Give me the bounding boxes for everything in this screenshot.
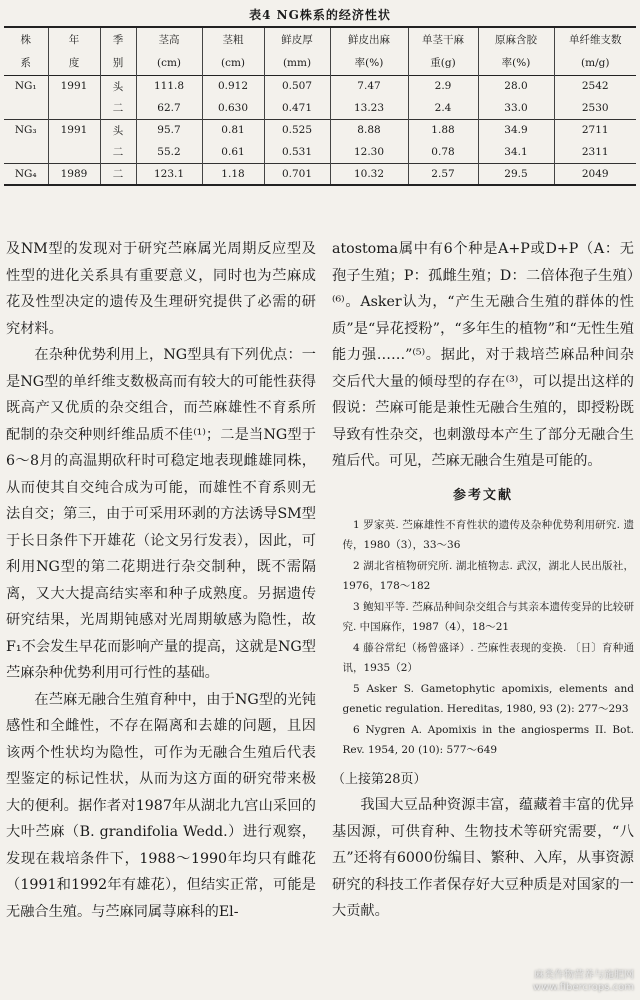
- value-cell: 2311: [554, 141, 636, 163]
- economic-traits-table: [4, 26, 636, 186]
- table-header-row: [4, 51, 636, 75]
- value-cell: 1.88: [408, 119, 478, 141]
- value-cell: 62.7: [136, 97, 202, 119]
- reference-item: 5 Asker S. Gametophytic apomixis, elements and genetic regulation. Hereditas, 1980, 93 (2): 277～293: [342, 683, 634, 715]
- reference-item: 4 藤谷常纪（杨曾盛译）. 苎麻性表现的变换. 〔日〕育种通讯，1935（2）: [342, 642, 634, 674]
- year-cell: 1991: [48, 119, 100, 141]
- table-row: [4, 97, 636, 119]
- value-cell: 0.531: [264, 141, 330, 163]
- value-cell: 0.630: [202, 97, 264, 119]
- header-cell: 茎粗: [202, 27, 264, 51]
- strain-cell: [4, 97, 48, 119]
- header-cell: 系: [20, 57, 31, 70]
- site-watermark: [533, 970, 634, 994]
- header-cell: 原麻含胶: [478, 27, 554, 51]
- header-cell: (mm): [264, 51, 330, 75]
- body-paragraph: 及NM型的发现对于研究苎麻属光周期反应型及性型的进化关系具有重要意义，同时也为苎麻成花及性型决定的遗传及生理研究提供了必需的研究材料。: [6, 241, 316, 337]
- value-cell: 29.5: [478, 163, 554, 185]
- value-cell: 0.701: [264, 163, 330, 185]
- body-paragraph: 在杂种优势利用上，NG型具有下列优点：一是NG型的单纤维支数极高而有较大的可能性获得既高产又优质的杂交组合，而苎麻雄性不育系所配制的杂交种则纤维品质不佳⁽¹⁾；二是当NG型于6～8月的高温期砍秆时可稳定地表现雌雄同株，从而使其自交纯合成为可能，而雄性不育系则无法自交；第三，由于可采用环剥的方法诱导SM型于长日条件下开雄花（论文另行发表），因此，可利用NG型的第二花期进行杂交制种，既不需隔离，又大大提高结实率和种子成熟度。另据遗传研究结果，光周期钝感对光周期敏感为隐性，故F₁不会发生早花而影响产量的提高，这就是NG型苎麻杂种优势利用可行性的基础。: [6, 347, 316, 681]
- value-cell: 2049: [554, 163, 636, 185]
- season-cell: 二: [100, 141, 136, 163]
- season-cell: 二: [100, 97, 136, 119]
- table-caption: 表4 NG株系的经济性状: [249, 8, 391, 22]
- value-cell: 13.23: [330, 97, 408, 119]
- year-cell: 1991: [48, 75, 100, 97]
- strain-cell: NG₁: [14, 80, 37, 93]
- strain-cell: NG₄: [14, 167, 37, 180]
- header-cell: 株: [20, 34, 31, 46]
- value-cell: 10.32: [330, 163, 408, 185]
- value-cell: 2.57: [408, 163, 478, 185]
- header-cell: 别: [100, 51, 136, 75]
- header-cell: 单茎干麻: [408, 27, 478, 51]
- value-cell: 8.88: [330, 119, 408, 141]
- season-cell: 头: [100, 75, 136, 97]
- value-cell: 2.4: [408, 97, 478, 119]
- header-cell: (cm): [202, 51, 264, 75]
- body-paragraph: atostoma属中有6个种是A+P或D+P（A：无孢子生殖；P：孤雌生殖；D：二倍体孢子生殖）⁽⁶⁾。Asker认为，“产生无融合生殖的群体的性质”是“异花授粉”，“多年生的植物”和“无性生殖能力强……”⁽⁵⁾。据此，对于栽培苎麻品种间杂交后代大量的倾母型的存在⁽³⁾，可以提出这样的假说：苎麻可能是兼性无融合生殖的，即授粉既导致有性杂交，也刺激母本产生了部分无融合生殖后代。可见，苎麻无融合生殖是可能的。: [332, 241, 634, 469]
- reference-item: 2 湖北省植物研究所. 湖北植物志. 武汉，湖北人民出版社，1976，178～182: [342, 560, 634, 592]
- right-column: [332, 236, 634, 925]
- value-cell: 0.61: [202, 141, 264, 163]
- header-cell: (m/g): [554, 51, 636, 75]
- header-cell: (cm): [136, 51, 202, 75]
- value-cell: 0.78: [408, 141, 478, 163]
- table-row: [4, 141, 636, 163]
- value-cell: 12.30: [330, 141, 408, 163]
- body-paragraph: 在苎麻无融合生殖育种中，由于NG型的光钝感性和全雌性，不存在隔离和去雄的问题，且因该两个性状均为隐性，可作为无融合生殖后代表型鉴定的标记性状，从而为这方面的研究带来极大的便利。据作者对1987年从湖北九宫山采回的大叶苎麻（B. grandifolia Wedd.）进行观察，发现在栽培条件下，1988～1990年均只有雌花（1991和1992年有雄花），但结实正常，可能是无融合生殖。与苎麻同属荨麻科的El-: [6, 691, 316, 920]
- value-cell: 0.81: [202, 119, 264, 141]
- header-cell: 率(%): [478, 51, 554, 75]
- value-cell: 0.525: [264, 119, 330, 141]
- value-cell: 34.9: [478, 119, 554, 141]
- watermark-line: 麻类作物营养与施肥网: [534, 970, 634, 981]
- value-cell: 95.7: [136, 119, 202, 141]
- table-row: [4, 119, 636, 141]
- value-cell: 0.471: [264, 97, 330, 119]
- header-cell: 率(%): [330, 51, 408, 75]
- value-cell: 28.0: [478, 75, 554, 97]
- season-cell: 头: [100, 119, 136, 141]
- value-cell: 2542: [554, 75, 636, 97]
- season-cell: 二: [100, 163, 136, 185]
- table-row: [4, 75, 636, 97]
- value-cell: 1.18: [202, 163, 264, 185]
- year-cell: [48, 141, 100, 163]
- value-cell: 0.507: [264, 75, 330, 97]
- strain-cell: [4, 141, 48, 163]
- header-cell: 茎高: [136, 27, 202, 51]
- header-cell: 季: [100, 27, 136, 51]
- value-cell: 111.8: [136, 75, 202, 97]
- value-cell: 55.2: [136, 141, 202, 163]
- reference-item: 3 鲍知平等. 苎麻品种间杂交组合与其亲本遗传变异的比较研究. 中国麻作，1987（4），18～21: [342, 601, 634, 633]
- value-cell: 123.1: [136, 163, 202, 185]
- value-cell: 2530: [554, 97, 636, 119]
- value-cell: 2711: [554, 119, 636, 141]
- body-paragraph: 我国大豆品种资源丰富，蕴藏着丰富的优异基因源，可供育种、生物技术等研究需要，“八五”还将有6000份编目、繁种、入库，从事资源研究的科技工作者保存好大豆种质是对国家的一大贡献。: [332, 797, 634, 919]
- strain-cell: NG₃: [14, 124, 37, 137]
- reference-item: 6 Nygren A. Apomixis in the angiosperms II. Bot. Rev. 1954, 20 (10): 577～649: [342, 724, 634, 756]
- value-cell: 2.9: [408, 75, 478, 97]
- header-cell: 年: [48, 27, 100, 51]
- left-column: [6, 236, 316, 925]
- value-cell: 33.0: [478, 97, 554, 119]
- value-cell: 34.1: [478, 141, 554, 163]
- header-cell: 重(g): [408, 51, 478, 75]
- value-cell: 0.912: [202, 75, 264, 97]
- continued-from-label: （上接第28页）: [332, 772, 427, 787]
- year-cell: 1989: [48, 163, 100, 185]
- header-cell: 单纤维支数: [554, 27, 636, 51]
- value-cell: 7.47: [330, 75, 408, 97]
- watermark-line: www.fibercrops.com: [532, 982, 634, 993]
- table-row: [4, 163, 636, 185]
- reference-item: 1 罗家英. 苎麻雄性不育性状的遗传及杂种优势利用研究. 遗传，1980（3），33～36: [342, 519, 634, 551]
- header-cell: 鲜皮出麻: [330, 27, 408, 51]
- table-header-row: [4, 27, 636, 51]
- year-cell: [48, 97, 100, 119]
- header-cell: 度: [48, 51, 100, 75]
- header-cell: 鲜皮厚: [264, 27, 330, 51]
- references-heading: 参考文献: [452, 487, 513, 503]
